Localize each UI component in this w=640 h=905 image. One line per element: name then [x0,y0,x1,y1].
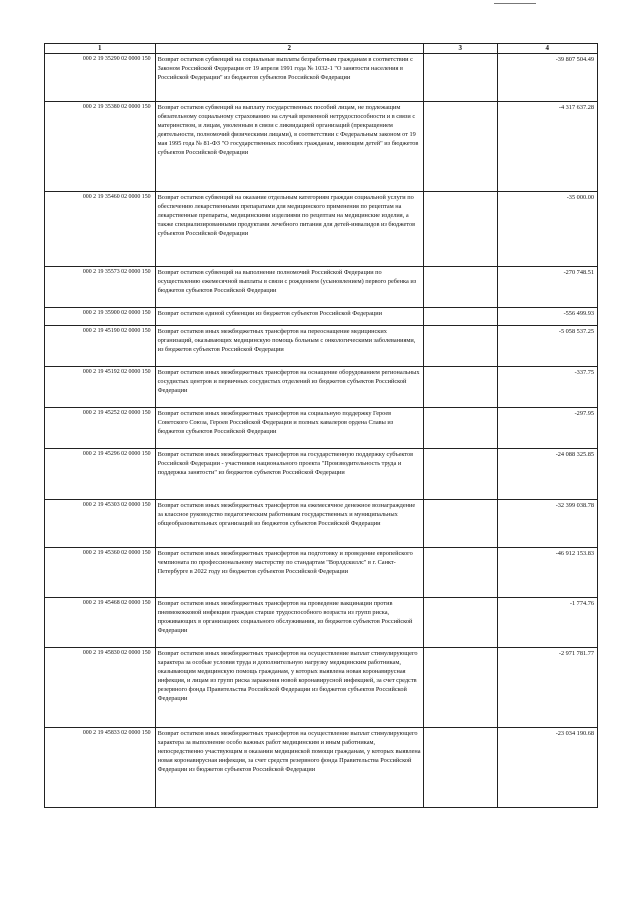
table-row [45,449,598,500]
row-code: 000 2 19 45192 02 0000 150 [45,367,156,408]
row-col3 [423,267,497,308]
table-row [45,648,598,728]
header-col-1: 1 [45,44,156,54]
row-code: 000 2 19 45190 02 0000 150 [45,326,156,367]
row-amount: -4 317 637.28 [497,102,597,192]
row-col3 [423,308,497,326]
row-col3 [423,500,497,548]
header-col-2: 2 [155,44,423,54]
row-code: 000 2 19 35573 02 0000 150 [45,267,156,308]
table-row [45,308,598,326]
row-description: Возврат остатков субвенций на социальные выплаты безработным гражданам в соответствии с Законом Российской Федерации от 19 апреля 1991 года № 1032-1 "О занятости населения в Российской Федерации" из бюджетов субъектов Российской Федерации [155,54,423,102]
row-amount: -32 399 038.78 [497,500,597,548]
row-col3 [423,192,497,267]
table-row [45,54,598,102]
row-description: Возврат остатков иных межбюджетных трансфертов на социальную поддержку Героев Советского Союза, Героев Российской Федерации и полных кавалеров ордена Славы из бюджетов субъектов Российской Федерации [155,408,423,449]
table-row [45,500,598,548]
row-description: Возврат остатков иных межбюджетных трансфертов на ежемесячное денежное вознаграждение за классное руководство педагогическим работникам государственных и муниципальных общеобразовательных организаций из бюджетов субъектов Российской Федерации [155,500,423,548]
row-col3 [423,367,497,408]
row-description: Возврат остатков иных межбюджетных трансфертов на государственную поддержку субъектов Российской Федерации - участников национального проекта "Производительность труда и поддержка занятости" из бюджетов субъектов Российской Федерации [155,449,423,500]
row-description: Возврат остатков иных межбюджетных трансфертов на переоснащение медицинских организаций, оказывающих медицинскую помощь больным с онкологическими заболеваниями, из бюджетов субъектов Российской Федерации [155,326,423,367]
row-code: 000 2 19 35900 02 0000 150 [45,308,156,326]
row-description: Возврат остатков субвенций на выполнение полномочий Российской Федерации по осуществлению ежемесячной выплаты в связи с рождением (усыновлением) первого ребенка из бюджетов субъектов Российской Федерации [155,267,423,308]
row-description: Возврат остатков субвенций на выплату государственных пособий лицам, не подлежащим обязательному социальному страхованию на случай временной нетрудоспособности и в связи с материнством, и лицам, уволенным в связи с ликвидацией организаций (прекращением деятельности, полномочий физическими лицами), в соответствии с Федеральным законом от 19 мая 1995 года № 81-ФЗ "О государственных пособиях гражданам, имеющим детей" из бюджетов субъектов Российской Федерации [155,102,423,192]
row-amount: -1 774.76 [497,598,597,648]
row-code: 000 2 19 45833 02 0000 150 [45,728,156,808]
table-row [45,728,598,808]
row-description: Возврат остатков единой субвенции из бюджетов субъектов Российской Федерации [155,308,423,326]
budget-table [44,43,598,808]
row-description: Возврат остатков иных межбюджетных трансфертов на осуществление выплат стимулирующего характера за выполнение особо важных работ медицинским и иным работникам, непосредственно участвующим в оказании медицинской помощи гражданам, у которых выявлена новая коронавирусная инфекция, за счет средств резервного фонда Правительства Российской Федерации из бюджетов субъектов Российской Федерации [155,728,423,808]
row-amount: -23 034 190.68 [497,728,597,808]
row-description: Возврат остатков иных межбюджетных трансфертов на осуществление выплат стимулирующего характера за особые условия труда и дополнительную нагрузку медицинским работникам, оказывающим медицинскую помощь гражданам, у которых выявлена новая коронавирусная инфекция, и лицам из групп риска заражения новой коронавирусной инфекцией, за счет средств резервного фонда Правительства Российской Федерации из бюджетов субъектов Российской Федерации [155,648,423,728]
row-amount: -5 058 537.25 [497,326,597,367]
row-amount: -46 912 153.83 [497,548,597,598]
table-row [45,548,598,598]
row-description: Возврат остатков иных межбюджетных трансфертов на проведение вакцинации против пневмококковой инфекции граждан старше трудоспособного возраста из групп риска, проживающих в организациях социального обслуживания, из бюджетов субъектов Российской Федерации [155,598,423,648]
row-amount: -2 971 781.77 [497,648,597,728]
table-row [45,102,598,192]
table-row [45,408,598,449]
row-col3 [423,449,497,500]
table-row [45,598,598,648]
row-col3 [423,648,497,728]
row-amount: -270 748.51 [497,267,597,308]
row-code: 000 2 19 45830 02 0000 150 [45,648,156,728]
row-amount: -24 088 325.85 [497,449,597,500]
row-code: 000 2 19 35460 02 0000 150 [45,192,156,267]
row-amount: -337.75 [497,367,597,408]
row-col3 [423,102,497,192]
row-code: 000 2 19 35290 02 0000 150 [45,54,156,102]
header-col-4: 4 [497,44,597,54]
table-row [45,267,598,308]
row-col3 [423,598,497,648]
row-code: 000 2 19 45360 02 0000 150 [45,548,156,598]
row-amount: -297.95 [497,408,597,449]
header-row [45,44,598,54]
row-amount: -39 807 504.49 [497,54,597,102]
table-row [45,326,598,367]
row-code: 000 2 19 45296 02 0000 150 [45,449,156,500]
row-description: Возврат остатков субвенций на оказание отдельным категориям граждан социальной услуги по обеспечению лекарственными препаратами для медицинского применения по рецептам на лекарственные препараты, медицинскими изделиями по рецептам на медицинские изделия, а также специализированными продуктами лечебного питания для детей-инвалидов из бюджетов субъектов Российской Федерации [155,192,423,267]
header-col-3: 3 [423,44,497,54]
row-amount: -35 000.00 [497,192,597,267]
row-description: Возврат остатков иных межбюджетных трансфертов на подготовку и проведение европейского чемпионата по профессиональному мастерству по стандартам "Ворлдскиллс" в г. Санкт-Петербурге в 2022 году из бюджетов субъектов Российской Федерации [155,548,423,598]
row-code: 000 2 19 35380 02 0000 150 [45,102,156,192]
row-description: Возврат остатков иных межбюджетных трансфертов на оснащение оборудованием региональных сосудистых центров и первичных сосудистых отделений из бюджетов субъектов Российской Федерации [155,367,423,408]
table-row [45,367,598,408]
row-col3 [423,728,497,808]
row-code: 000 2 19 45303 02 0000 150 [45,500,156,548]
table-row [45,192,598,267]
row-amount: -556 499.93 [497,308,597,326]
table-body [45,54,598,808]
corner-mark [494,0,536,4]
row-col3 [423,54,497,102]
row-col3 [423,408,497,449]
row-code: 000 2 19 45468 02 0000 150 [45,598,156,648]
row-code: 000 2 19 45252 02 0000 150 [45,408,156,449]
row-col3 [423,326,497,367]
row-col3 [423,548,497,598]
